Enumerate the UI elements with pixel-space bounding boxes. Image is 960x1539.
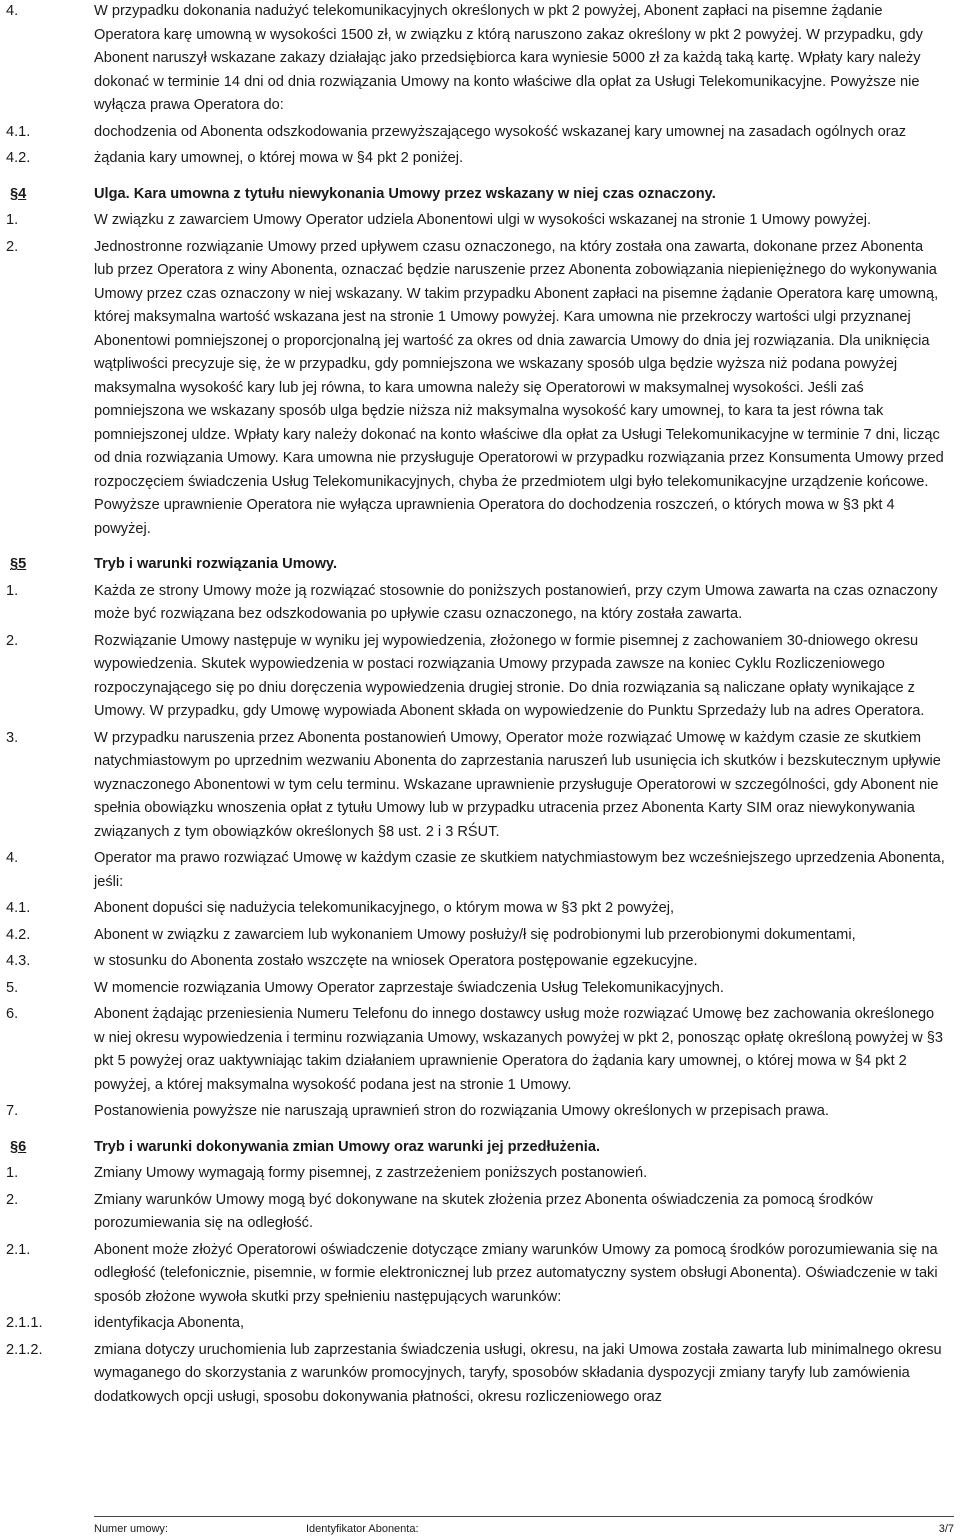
- contract-number-label: Numer umowy:: [94, 1523, 168, 1535]
- section-title: Tryb i warunki dokonywania zmian Umowy oraz warunki jej przedłużenia.: [94, 1138, 601, 1155]
- section-6-item: [0, 1239, 960, 1310]
- clause-number: 4.: [6, 850, 19, 866]
- section-number: §6: [10, 1138, 27, 1155]
- section-number: §5: [10, 556, 27, 572]
- clause-text: Jednostronne rozwiązanie Umowy przed upływem czasu oznaczonego, na który została ona zawarta, dokonane przez Abonenta lub przez Operatora z winy Abonenta, oznaczać będzie naruszenie przez Abonenta zobowiązania niepieniężnego do wykonywania Umowy przez czas oznaczony w niej wskazany. W takim przypadku Abonent zapłaci na pisemne żądanie Operatora karę umowną, której maksymalna wartość wskazana jest na stronie 1 Umowy powyżej. Kara umowna nie przekroczy wartości ulgi przyznanej Abonentowi pomniejszonej o proporcjonalną jej wartość za okres od dnia zawarcia Umowy do dnia jej rozwiązania. Dla uniknięcia wątpliwości precyzuje się, że w przypadku, gdy pomniejszona we wskazany sposób ulga będzie wyższa niż podana powyżej maksymalna wysokość kary lub jej równa, to kara umowna należy się Operatorowi w maksymalnej wysokości. Jeśli zaś pomniejszona we wskazany sposób ulga będzie niższa niż maksymalna wysokość kary umownej, to kara ta jest równa tak pomniejszonej uldze. Wpłaty kary należy dokonać na konto właściwe dla opłat za Usługi Telekomunikacyjne w terminie 7 dni, licząc od dnia rozwiązania Umowy. Kara umowna nie przysługuje Operatorowi w przypadku rozwiązania przez Konsumenta Umowy przed rozpoczęciem świadczenia Usług Telekomunikacyjnych, chyba że przedmiotem ulgi było telekomunikacyjne urządzenie końcowe. Powyższe uprawnienie Operatora nie wyłącza uprawnienia Operatora do dochodzenia roszczeń, o których mowa w §3 pkt 4 powyżej.: [94, 238, 944, 537]
- section-5-item: [0, 897, 960, 921]
- section-5-item: [0, 977, 960, 1001]
- clause-number: 1.: [6, 212, 19, 228]
- clause-text: Postanowienia powyższe nie naruszają uprawnień stron do rozwiązania Umowy określonych w przepisach prawa.: [94, 1103, 829, 1119]
- clause-4-2: [0, 147, 960, 171]
- clause-text: zmiana dotyczy uruchomienia lub zaprzestania świadczenia usługi, okresu, na jaki Umowa została zawarta lub minimalnego okresu wymaganego do skorzystania z warunków promocyjnych, taryfy, sposobów składania dyspozycji zmiany taryfy lub zamówienia dodatkowych opcji usługi, sposobu dokonywania płatności, okresu rozliczeniowego oraz: [94, 1341, 942, 1405]
- clause-number: 4.3.: [6, 953, 31, 969]
- clause-text: Operator ma prawo rozwiązać Umowę w każdym czasie ze skutkiem natychmiastowym bez wcześniejszego uprzedzenia Abonenta, jeśli:: [94, 850, 945, 890]
- clause-number: 5.: [6, 979, 19, 996]
- section-5-item: [0, 580, 960, 627]
- section-6-heading: [0, 1136, 960, 1160]
- section-5-item: [0, 630, 960, 724]
- clause-number: 2.1.: [6, 1241, 31, 1258]
- clause-number: 2.: [6, 238, 19, 255]
- clause-number: 2.: [6, 1191, 19, 1208]
- clause-text: Rozwiązanie Umowy następuje w wyniku jej wypowiedzenia, złożonego w formie pisemnej z zachowaniem 30-dniowego okresu wypowiedzenia. Skutek wypowiedzenia w postaci rozwiązania Umowy przypada zawsze na koniec Cyklu Rozliczeniowego rozpoczynającego się po dniu doręczenia wypowiedzenia drugiej stronie. Do dnia rozwiązania są naliczane opłaty wynikające z Umowy. W przypadku, gdy Umowę wypowiada Abonent składa on wypowiedzenie do Punktu Sprzedaży lub na adres Operatora.: [94, 632, 925, 719]
- clause-number: 6.: [6, 1006, 19, 1022]
- clause-text: identyfikacja Abonenta,: [94, 1315, 245, 1331]
- clause-number: 4.2.: [6, 926, 31, 943]
- clause-number: 2.1.1.: [6, 1315, 43, 1331]
- section-5-item: [0, 924, 960, 948]
- section-6-item: [0, 1339, 960, 1410]
- clause-text: Abonent może złożyć Operatorowi oświadczenie dotyczące zmiany warunków Umowy za pomocą środków porozumiewania się na odległość (telefonicznie, pisemnie, w formie elektronicznej lub przez automatyczny system obsługi Abonenta). Oświadczenie w taki sposób złożone wywoła skutki przy spełnieniu następujących warunków:: [94, 1241, 938, 1305]
- section-4-item: [0, 209, 960, 233]
- section-4-heading: [0, 183, 960, 207]
- clause-number: 2.: [6, 632, 19, 649]
- clause-text: Zmiany warunków Umowy mogą być dokonywane na skutek złożenia przez Abonenta oświadczenia za pomocą środków porozumiewania się na odległość.: [94, 1191, 873, 1231]
- clause-4: [0, 0, 960, 118]
- footer-divider: [94, 1516, 954, 1517]
- page-number: 3/7: [938, 1523, 954, 1535]
- section-5-item: [0, 727, 960, 845]
- clause-text: Abonent żądając przeniesienia Numeru Telefonu do innego dostawcy usług może rozwiązać Umowę bez zachowania określonego w niej okresu wypowiedzenia i terminu rozwiązania Umowy, wskazanych powyżej w pkt 2, ponosząc opłatę określoną powyżej w §3 pkt 5 powyżej oraz uaktywniając takim działaniem uprawnienie Operatora do żądania kary umownej, o której mowa w §4 pkt 2 powyżej, a której maksymalna wysokość podana jest na stronie 1 Umowy.: [94, 1006, 943, 1093]
- section-6-item: [0, 1162, 960, 1186]
- clause-number: 7.: [6, 1103, 19, 1119]
- clause-text: Każda ze strony Umowy może ją rozwiązać stosownie do poniższych postanowień, przy czym Umowa zawarta na czas oznaczony może być rozwiązana bez odszkodowania po upływie czasu oznaczonego, na który została zawarta.: [94, 582, 938, 622]
- clause-number: 4.: [6, 3, 19, 19]
- clause-number: 3.: [6, 729, 19, 746]
- section-6-item: [0, 1312, 960, 1336]
- clause-number: 4.1.: [6, 900, 31, 916]
- section-title: Ulga. Kara umowna z tytułu niewykonania Umowy przez wskazany w niej czas oznaczony.: [94, 185, 716, 202]
- clause-text: Zmiany Umowy wymagają formy pisemnej, z zastrzeżeniem poniższych postanowień.: [94, 1165, 648, 1181]
- clause-number: 1.: [6, 582, 19, 599]
- clause-text: dochodzenia od Abonenta odszkodowania przewyższającego wysokość wskazanej kary umownej na zasadach ogólnych oraz: [94, 123, 907, 140]
- section-6-item: [0, 1189, 960, 1236]
- clause-text: W związku z zawarciem Umowy Operator udziela Abonentowi ulgi w wysokości wskazanej na stronie 1 Umowy powyżej.: [94, 212, 872, 228]
- clause-number: 4.2.: [6, 150, 31, 166]
- section-5-item: [0, 847, 960, 894]
- clause-number: 4.1.: [6, 123, 31, 140]
- clause-text: Abonent w związku z zawarciem lub wykonaniem Umowy posłuży/ł się podrobionymi lub przerobionymi dokumentami,: [94, 926, 856, 943]
- section-number: §4: [10, 185, 27, 202]
- subscriber-id-label: Identyfikator Abonenta:: [306, 1523, 419, 1535]
- section-title: Tryb i warunki rozwiązania Umowy.: [94, 556, 338, 572]
- clause-text: żądania kary umownej, o której mowa w §4 pkt 2 poniżej.: [94, 150, 464, 166]
- section-5-item: [0, 1100, 960, 1124]
- section-5-item: [0, 1003, 960, 1097]
- clause-text: W przypadku dokonania nadużyć telekomunikacyjnych określonych w pkt 2 powyżej, Abonent zapłaci na pisemne żądanie Operatora karę umowną w wysokości 1500 zł, w związku z którą naruszono zakaz określony w pkt 2 powyżej. W przypadku, gdy Abonent naruszył wskazane zakazy działając jako przedsiębiorca kara wyniesie 5000 zł za każdą taką kartę. Wpłaty kary należy dokonać w terminie 14 dni od dnia rozwiązania Umowy na konto właściwe dla opłat za Usługi Telekomunikacyjne. Powyższe nie wyłącza prawa Operatora do:: [94, 3, 923, 113]
- clause-text: W momencie rozwiązania Umowy Operator zaprzestaje świadczenia Usług Telekomunikacyjnych.: [94, 979, 724, 996]
- section-4-item: [0, 236, 960, 542]
- clause-text: Abonent dopuści się nadużycia telekomunikacyjnego, o którym mowa w §3 pkt 2 powyżej,: [94, 900, 675, 916]
- clause-4-1: [0, 121, 960, 145]
- clause-number: 1.: [6, 1165, 19, 1181]
- clause-text: W przypadku naruszenia przez Abonenta postanowień Umowy, Operator może rozwiązać Umowę w każdym czasie ze skutkiem natychmiastowym po uprzednim wezwaniu Abonenta do zaprzestania naruszeń lub usunięcia ich skutków i bezskutecznym upływie wyznaczonego Abonentowi w tym celu terminu. Wskazane uprawnienie przysługuje Operatorowi w szczególności, gdy Abonent nie spełnia obowiązku wnoszenia opłat z tytułu Umowy lub w przypadku utracenia przez Abonenta Karty SIM oraz niewykonywania związanych z tym obowiązków określonych §8 ust. 2 i 3 RŚUT.: [94, 729, 941, 840]
- clause-number: 2.1.2.: [6, 1341, 43, 1358]
- page-footer: [0, 1516, 960, 1538]
- section-5-heading: [0, 553, 960, 577]
- section-5-item: [0, 950, 960, 974]
- clause-text: w stosunku do Abonenta zostało wszczęte na wniosek Operatora postępowanie egzekucyjne.: [94, 953, 698, 969]
